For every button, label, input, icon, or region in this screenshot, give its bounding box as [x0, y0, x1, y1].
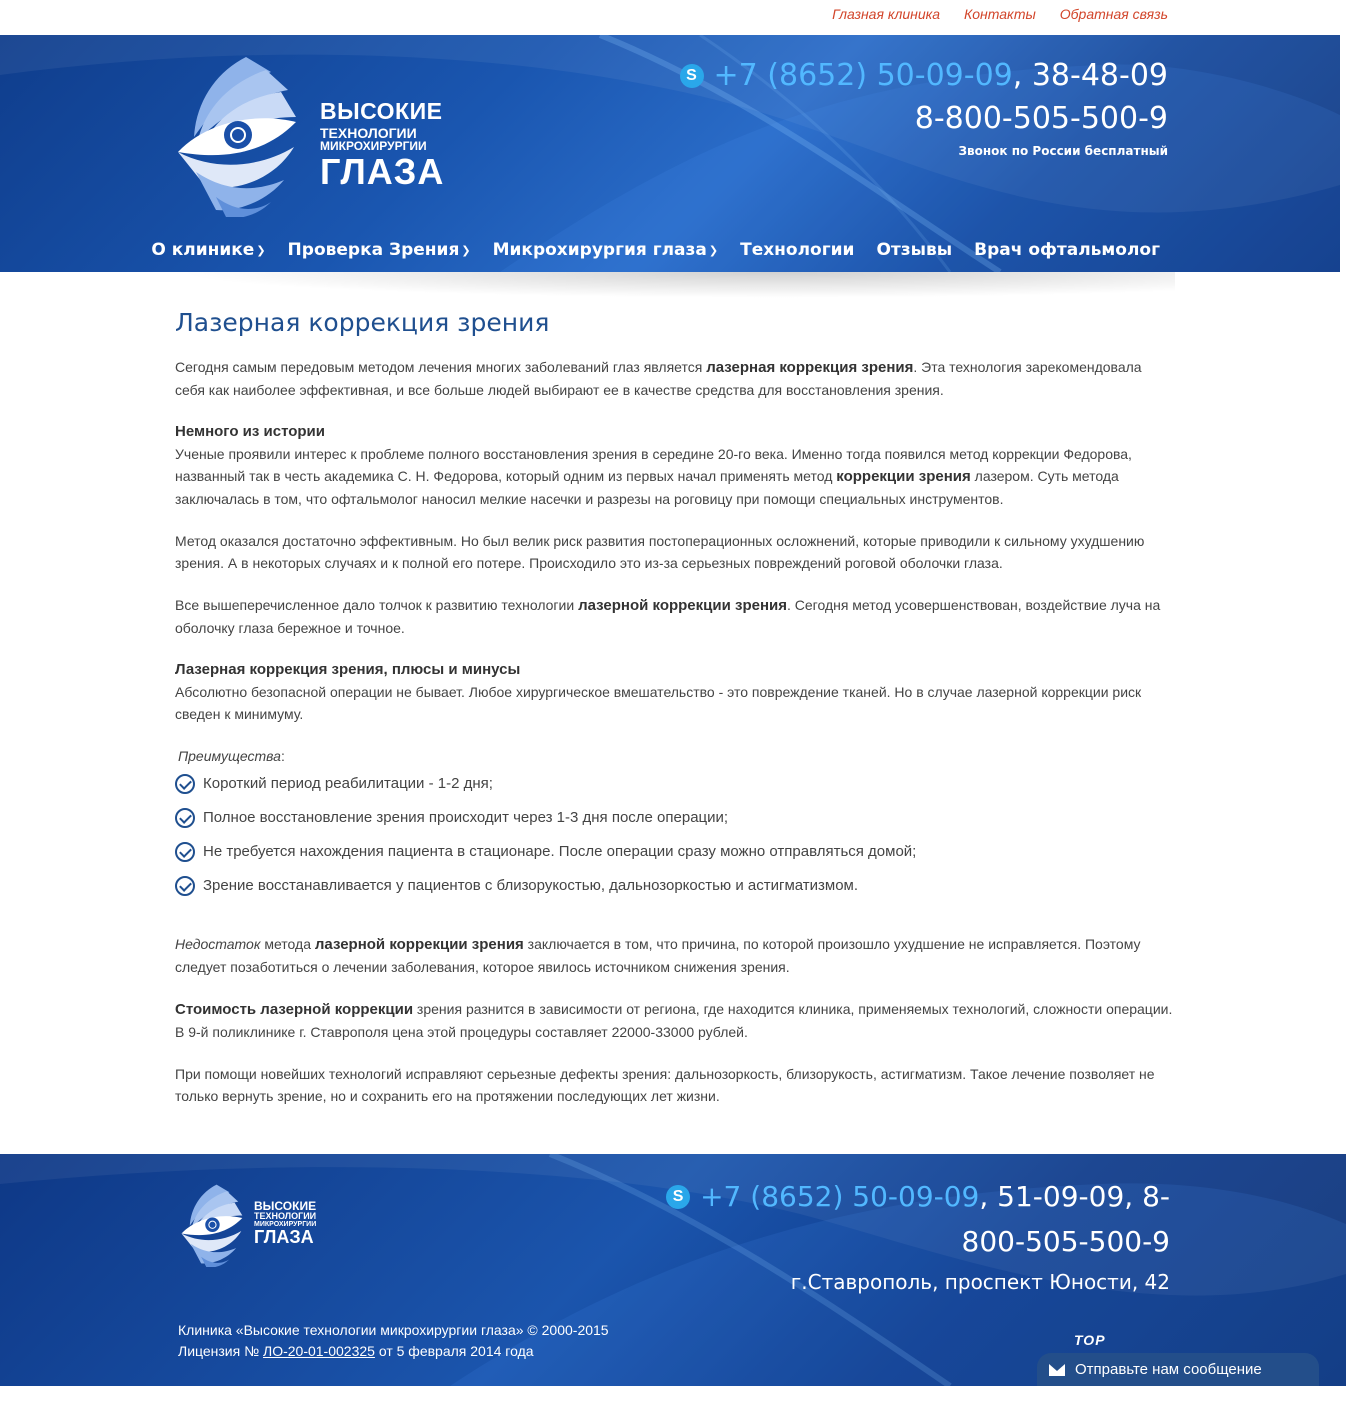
- header-phone-free[interactable]: 8-800-505-500-9: [914, 101, 1168, 136]
- site-footer: [0, 1154, 1346, 1386]
- nav-tech-label: Технологии: [740, 240, 855, 260]
- eye-logo-icon: [180, 1182, 248, 1267]
- eye-logo-icon: [176, 52, 306, 217]
- bold-text: лазерная коррекция зрения: [706, 359, 914, 376]
- advantages-colon: :: [280, 748, 285, 764]
- nav-item-tech[interactable]: [740, 240, 854, 260]
- heading-pros-cons: Лазерная коррекция зрения, плюсы и минусы: [175, 661, 521, 678]
- top-counter-logo[interactable]: TOP: [1074, 1332, 1106, 1348]
- footer-address: г.Ставрополь, проспект Юности, 42: [790, 1270, 1170, 1294]
- nav-reviews-label: Отзывы: [876, 240, 953, 260]
- logo-line-3: МИКРОХИРУРГИИ: [320, 139, 427, 153]
- copyright-line: Клиника «Высокие технологии микрохирургии глаза» © 2000-2015: [178, 1322, 609, 1338]
- logo-line-4: ГЛАЗА: [320, 151, 445, 192]
- check-circle-icon: [175, 876, 195, 896]
- text: Все вышеперечисленное дало толчок к развитию технологии: [175, 597, 579, 613]
- text: Лицензия №: [178, 1343, 264, 1359]
- bold-text: Стоимость лазерной коррекции: [175, 1001, 414, 1018]
- italic-text: Недостаток: [175, 936, 261, 952]
- bold-text: лазерной коррекции зрения: [314, 936, 524, 953]
- paragraph-conclusion: При помощи новейших технологий исправляют серьезные дефекты зрения: дальнозоркость, близорукость, астигматизм. Такое лечение позволяет не только вернуть зрение, но и сохранить его на протяжении последующих лет жизни.: [175, 1066, 1155, 1104]
- header-phone-line: [680, 58, 1168, 93]
- nav-item-vision-check[interactable]: [288, 240, 471, 260]
- envelope-icon: [1049, 1364, 1065, 1376]
- nav-item-reviews[interactable]: [876, 240, 952, 260]
- paragraph-safety: Абсолютно безопасной операции не бывает. Любое хирургическое вмешательство - это повреждение тканей. Но в случае лазерной коррекции риск сведен к минимуму.: [175, 684, 1142, 722]
- send-message-button[interactable]: [1037, 1353, 1319, 1386]
- footer-logo-text: [254, 1200, 316, 1246]
- footer-phone-free[interactable]: 800-505-500-9: [961, 1225, 1170, 1258]
- list-item-text: Короткий период реабилитации - 1-2 дня;: [203, 775, 493, 792]
- header-phone-note: Звонок по России бесплатный: [958, 144, 1168, 158]
- advantages-title-text: Преимущества: [178, 748, 281, 764]
- bold-text: коррекции зрения: [836, 468, 971, 485]
- text: заключается в том, что причина, по которой произошло ухудшение не исправляется. Поэтому следует позаботиться о лечении заболевания, которое явилось источником снижения зрения.: [175, 936, 1141, 975]
- logo-text: [320, 100, 444, 190]
- footer-logo-line-2: ТЕХНОЛОГИИ: [254, 1211, 317, 1221]
- skype-icon[interactable]: S: [680, 64, 704, 88]
- footer-phone-rest[interactable]: , 51-09-09, 8-: [979, 1180, 1170, 1213]
- text: от 5 февраля 2014 года: [374, 1343, 534, 1359]
- send-message-label: Отправьте нам сообщение: [1075, 1361, 1262, 1378]
- top-link-clinic[interactable]: Глазная клиника: [832, 6, 941, 22]
- list-item: [175, 767, 1175, 801]
- footer-logo-line-4: ГЛАЗА: [254, 1227, 314, 1247]
- site-logo[interactable]: [176, 52, 456, 217]
- footer-logo-line-1: ВЫСОКИЕ: [254, 1199, 317, 1213]
- header-shadow: [175, 272, 1175, 298]
- logo-line-1: ВЫСОКИЕ: [320, 98, 443, 124]
- header-phones: [680, 58, 1168, 158]
- top-link-contacts[interactable]: Контакты: [964, 6, 1036, 22]
- footer-phone-main[interactable]: +7 (8652) 50-09-09: [700, 1180, 980, 1213]
- text: Сегодня самым передовым методом лечения многих заболеваний глаз является: [175, 359, 707, 375]
- chevron-down-icon: ❯: [256, 243, 266, 257]
- footer-copyright: [178, 1320, 609, 1362]
- text: Ученые проявили интерес к проблеме полного восстановления зрения в середине 20-го века. Именно тогда появился метод коррекции Федорова, названный так в честь академика С. Н. Федорова, который одним из первых начал применять метод: [175, 446, 1132, 484]
- text: . Сегодня метод усовершенствован, воздействие луча на оболочку глаза бережное и точное.: [175, 597, 1161, 636]
- article: [175, 308, 1175, 1127]
- paragraph-intro: [175, 356, 1175, 401]
- header-phone-second[interactable]: , 38-48-09: [1012, 58, 1168, 93]
- nav-item-doctor[interactable]: [974, 240, 1160, 260]
- footer-logo-line-3: МИКРОХИРУРГИИ: [254, 1221, 317, 1228]
- check-circle-icon: [175, 808, 195, 828]
- list-item-text: Зрение восстанавливается у пациентов с близорукостью, дальнозоркостью и астигматизмом.: [203, 877, 859, 894]
- footer-phones: [666, 1180, 1170, 1294]
- top-links: [832, 6, 1168, 22]
- list-item: [175, 869, 1175, 903]
- paragraph-impulse: [175, 594, 1175, 639]
- heading-history: Немного из истории: [175, 423, 325, 440]
- paragraph-history: [175, 443, 1175, 510]
- footer-phone-line: [666, 1180, 1170, 1213]
- main-nav: [151, 240, 1160, 260]
- header-phone-main[interactable]: +7 (8652) 50-09-09: [713, 58, 1013, 93]
- paragraph-drawback: [175, 933, 1175, 978]
- check-circle-icon: [175, 842, 195, 862]
- license-line: [178, 1341, 609, 1362]
- nav-item-about[interactable]: [151, 240, 265, 260]
- list-item: [175, 835, 1175, 869]
- nav-microsurgery-label: Микрохирургия глаза: [492, 240, 707, 260]
- top-link-feedback[interactable]: Обратная связь: [1059, 6, 1168, 22]
- list-item: [175, 801, 1175, 835]
- nav-doctor-label: Врач офтальмолог: [974, 240, 1160, 260]
- chevron-down-icon: ❯: [461, 243, 471, 257]
- nav-vision-check-label: Проверка Зрения: [287, 240, 460, 260]
- advantages-title: [178, 745, 1175, 767]
- paragraph-method: Метод оказался достаточно эффективным. Но был велик риск развития постоперационных осложнений, которые приводили к сильному ухудшению зрения. А в некоторых случаях и к полной его потере. Происходило это из-за серьезных повреждений роговой оболочки глаза.: [175, 533, 1145, 571]
- site-header: [0, 35, 1340, 272]
- logo-line-2: ТЕХНОЛОГИИ: [320, 125, 417, 141]
- footer-logo[interactable]: [180, 1182, 330, 1267]
- bold-text: лазерной коррекции зрения: [578, 597, 787, 614]
- advantages-list: [175, 767, 1175, 903]
- license-link[interactable]: ЛО-20-01-002325: [263, 1343, 375, 1359]
- nav-item-microsurgery[interactable]: [493, 240, 719, 260]
- text: . Эта технология зарекомендовала себя как наиболее эффективная, и все больше людей выбирают ее в качестве средства для восстановления зрения.: [175, 359, 1142, 398]
- check-circle-icon: [175, 774, 195, 794]
- page-title: Лазерная коррекция зрения: [175, 308, 550, 337]
- text: лазером. Суть метода заключалась в том, что офтальмолог наносил мелкие насечки и разрезы на роговицу при помощи специальных инструментов.: [175, 468, 1119, 507]
- skype-icon[interactable]: S: [666, 1185, 690, 1209]
- list-item-text: Полное восстановление зрения происходит через 1-3 дня после операции;: [203, 809, 729, 826]
- chevron-down-icon: ❯: [708, 243, 719, 257]
- list-item-text: Не требуется нахождения пациента в стационаре. После операции сразу можно отправляться домой;: [203, 843, 917, 860]
- text: метода: [260, 936, 315, 952]
- paragraph-cost: [175, 998, 1175, 1043]
- nav-about-label: О клинике: [151, 240, 255, 260]
- text: зрения разнится в зависимости от региона, где находится клиника, применяемых технологий, сложности операции. В 9-й поликлинике г. Ставрополя цена этой процедуры составляет 22000-33000 рублей.: [175, 1001, 1173, 1040]
